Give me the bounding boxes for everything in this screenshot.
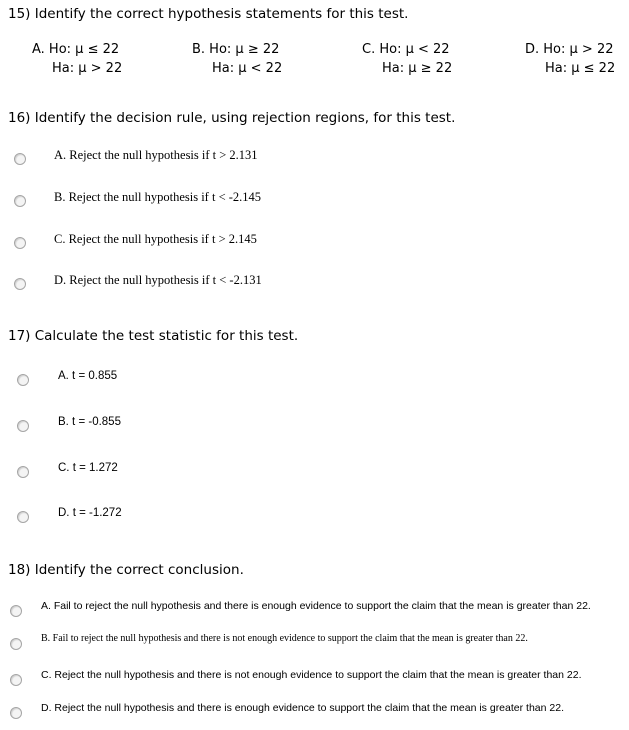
q17-radio-c[interactable] [17, 466, 29, 478]
q17-option-a[interactable] [0, 369, 629, 389]
q18-radio-b[interactable] [10, 638, 22, 650]
q18-option-a[interactable] [0, 600, 629, 620]
q16-option-d[interactable] [0, 273, 629, 293]
q18-option-d-label: D. Reject the null hypothesis and there is enough evidence to support the claim that the mean is greater than 22. [41, 702, 564, 714]
hypothesis-option-d[interactable] [525, 40, 615, 78]
hypothesis-c-alt: Ha: μ ≥ 22 [382, 61, 453, 76]
hypothesis-b-alt: Ha: μ < 22 [212, 61, 283, 76]
q16-option-a[interactable] [0, 148, 629, 168]
q16-option-b-label: B. Reject the null hypothesis if t < -2.145 [54, 190, 262, 204]
q17-option-d[interactable] [0, 506, 629, 526]
q16-option-d-label: D. Reject the null hypothesis if t < -2.131 [54, 273, 262, 287]
question-16-title: 16) Identify the decision rule, using rejection regions, for this test. [8, 110, 456, 126]
q18-option-b-label: B. Fail to reject the null hypothesis and there is not enough evidence to support the claim that the mean is greater than 22. [41, 633, 528, 644]
q18-option-c-label: C. Reject the null hypothesis and there is not enough evidence to support the claim that the mean is greater than 22. [41, 669, 582, 681]
question-18-title: 18) Identify the correct conclusion. [8, 562, 244, 578]
hypothesis-a-alt: Ha: μ > 22 [52, 61, 123, 76]
q18-radio-d[interactable] [10, 707, 22, 719]
q16-option-a-label: A. Reject the null hypothesis if t > 2.131 [54, 148, 258, 162]
hypothesis-a-null: A. Ho: μ ≤ 22 [32, 42, 120, 57]
q17-radio-d[interactable] [17, 511, 29, 523]
q16-option-b[interactable] [0, 190, 629, 210]
hypothesis-option-c[interactable] [362, 40, 452, 78]
question-15-title: 15) Identify the correct hypothesis statements for this test. [8, 6, 409, 22]
q17-radio-b[interactable] [17, 420, 29, 432]
q18-option-d[interactable] [0, 702, 629, 722]
q16-radio-a[interactable] [14, 153, 26, 165]
q16-radio-d[interactable] [14, 278, 26, 290]
q17-option-a-label: A. t = 0.855 [58, 370, 118, 382]
q17-option-b[interactable] [0, 415, 629, 435]
q17-radio-a[interactable] [17, 374, 29, 386]
question-17-title: 17) Calculate the test statistic for this test. [8, 328, 299, 344]
q17-option-c-label: C. t = 1.272 [58, 462, 118, 474]
hypothesis-option-a[interactable] [32, 40, 122, 78]
q16-radio-b[interactable] [14, 195, 26, 207]
q16-option-c[interactable] [0, 232, 629, 252]
q18-option-b[interactable] [0, 633, 629, 653]
hypothesis-b-null: B. Ho: μ ≥ 22 [192, 42, 280, 57]
q17-option-d-label: D. t = -1.272 [58, 507, 122, 519]
q18-radio-c[interactable] [10, 674, 22, 686]
hypothesis-c-null: C. Ho: μ < 22 [362, 42, 450, 57]
q17-option-b-label: B. t = -0.855 [58, 416, 121, 428]
hypothesis-d-null: D. Ho: μ > 22 [525, 42, 614, 57]
q16-option-c-label: C. Reject the null hypothesis if t > 2.145 [54, 232, 257, 246]
q18-option-c[interactable] [0, 669, 629, 689]
q17-option-c[interactable] [0, 461, 629, 481]
hypothesis-option-b[interactable] [192, 40, 282, 78]
q18-option-a-label: A. Fail to reject the null hypothesis and there is enough evidence to support the claim that the mean is greater than 22. [41, 600, 591, 612]
q16-radio-c[interactable] [14, 237, 26, 249]
hypothesis-d-alt: Ha: μ ≤ 22 [545, 61, 616, 76]
q18-radio-a[interactable] [10, 605, 22, 617]
